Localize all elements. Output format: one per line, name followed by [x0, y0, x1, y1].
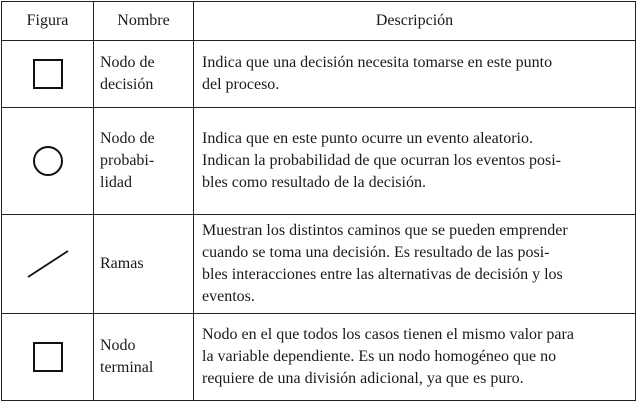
name-cell [94, 314, 194, 401]
table-row [2, 314, 636, 401]
description-line: Nodo en el que todos los casos tienen el mismo valor para [202, 326, 574, 343]
description-cell [194, 314, 636, 401]
name-cell [94, 107, 194, 214]
name-line: decisión [100, 75, 154, 93]
square-icon [33, 59, 63, 89]
description-line: eventos. [202, 287, 255, 305]
description-line: bles interacciones entre las alternativas de decisión y los [202, 265, 563, 283]
name-line: terminal [100, 359, 154, 376]
name-line: Nodo [100, 337, 136, 354]
description-line: Indican la probabilidad de que ocurran los eventos posi- [202, 151, 561, 169]
description-line: la variable dependiente. Es un nodo homogéneo que no [202, 348, 557, 365]
circle-icon [32, 145, 64, 177]
header-figura: Figura [2, 2, 94, 41]
table-row [2, 214, 636, 313]
description-line: Indica que una decisión necesita tomarse en este punto [202, 53, 553, 71]
name-line: Ramas [100, 254, 144, 272]
description-cell [194, 41, 636, 108]
name-line: Nodo de [100, 53, 155, 71]
decision-tree-symbols-table [1, 1, 636, 401]
figure-cell [2, 214, 94, 313]
square-icon [33, 342, 63, 372]
header-row [2, 2, 636, 41]
description-cell [194, 107, 636, 214]
description-line: del proceso. [202, 75, 280, 93]
header-nombre: Nombre [94, 2, 194, 41]
description-line: bles como resultado de la decisión. [202, 173, 426, 191]
name-cell [94, 41, 194, 108]
name-line: Nodo de [100, 129, 155, 147]
header-descripcion: Descripción [194, 2, 636, 41]
description-line: Muestran los distintos caminos que se pueden emprender [202, 221, 568, 239]
figure-cell [2, 107, 94, 214]
table-row [2, 41, 636, 108]
name-cell [94, 214, 194, 313]
description-line: Indica que en este punto ocurre un evento aleatorio. [202, 129, 533, 147]
table-row [2, 107, 636, 214]
figure-cell [2, 41, 94, 108]
description-line: cuando se toma una decisión. Es resultado de las posi- [202, 243, 550, 261]
name-line: lidad [100, 173, 132, 191]
description-line: requiere de una división adicional, ya que es puro. [202, 370, 524, 387]
name-line: probabi- [100, 151, 155, 169]
description-cell [194, 214, 636, 313]
figure-cell [2, 314, 94, 401]
diagonal-line-icon [26, 248, 70, 280]
